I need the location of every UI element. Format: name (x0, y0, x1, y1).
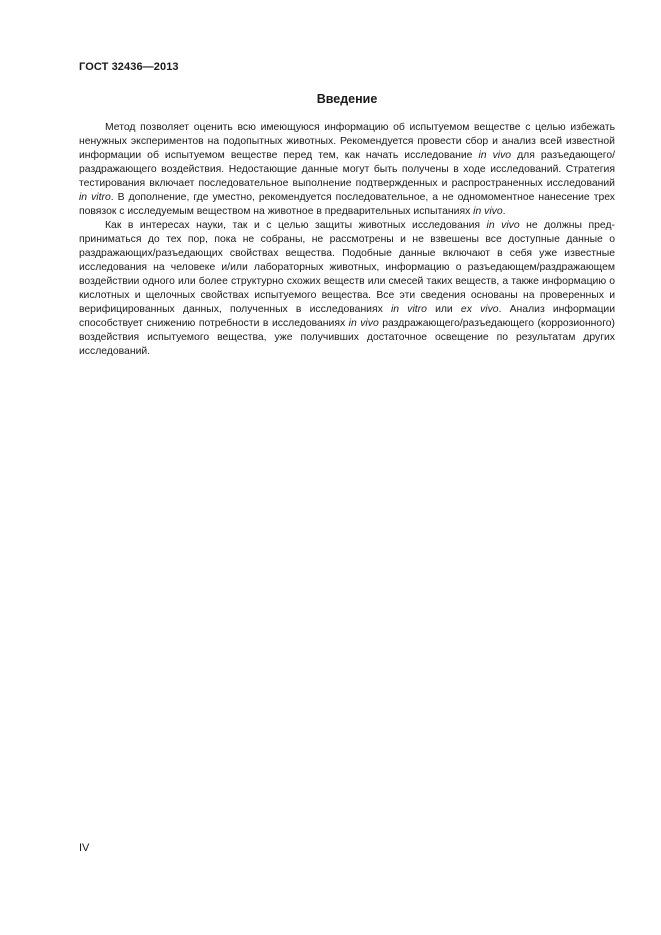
italic-term: in vivo (473, 206, 503, 217)
text-run: или (426, 304, 461, 315)
text-run: . (502, 206, 506, 217)
paragraph (79, 121, 615, 219)
italic-term: ex vivo (460, 304, 499, 315)
text-run: Как в интересах науки, так и с целью защиты животных исследования (105, 220, 487, 231)
text-run: для разъедающего/раздражающего воздействия. Недостающие данные могут быть получены в ходе исследований. Стратегия тестирования включает последовательное выполнение подтвержденных и распространенных исследований (79, 150, 615, 189)
italic-term: in vitro (79, 192, 111, 203)
italic-term: in vivo (486, 220, 520, 231)
text-run: не должны предприниматься до тех пор, пока не собраны, не рассмотрены и не взвешены все доступные данные о раздражающих/разъедающих свойствах вещества. Подобные данные включают в себя уже известные исследования на человеке и/или лабораторных животных, информацию о разъедающем/раздражающем воздействии одного или более структурно схожих веществ или смесей таких веществ, а также информацию о кислотных и щелочных свойствах испытуемого вещества. Все эти сведения основаны на проверенных и верифицированных данных, полученных в исследованиях (79, 220, 615, 315)
paragraph (79, 219, 615, 359)
standard-designation: ГОСТ 32436—2013 (79, 61, 179, 73)
body-text (79, 121, 615, 359)
page-number: IV (79, 842, 90, 854)
italic-term: in vitro (390, 304, 427, 315)
italic-term: in vivo (478, 150, 512, 161)
text-run: раздражающего/разъедающего (коррозионного) воздействия испытуемого вещества, уже получивших достаточное освещение по результатам других исследований. (79, 318, 615, 357)
text-run: Метод позволяет оценить всю имеющуюся информацию об испытуемом веществе с целью избежать ненужных экспериментов на подопытных животных. Рекомендуется провести сбор и анализ всей известной информации об испытуемом веществе перед тем, как начать исследование (79, 122, 615, 161)
text-run: . Анализ информации способствует снижению потребности в исследованиях (79, 304, 616, 329)
text-run: . В дополнение, где уместно, рекомендуется последовательное, а не одномоментное нанесение трех повязок с исследуемым веществом на животное в предварительных испытаниях (79, 192, 615, 217)
section-title: Введение (316, 92, 378, 106)
italic-term: in vivo (348, 318, 379, 329)
